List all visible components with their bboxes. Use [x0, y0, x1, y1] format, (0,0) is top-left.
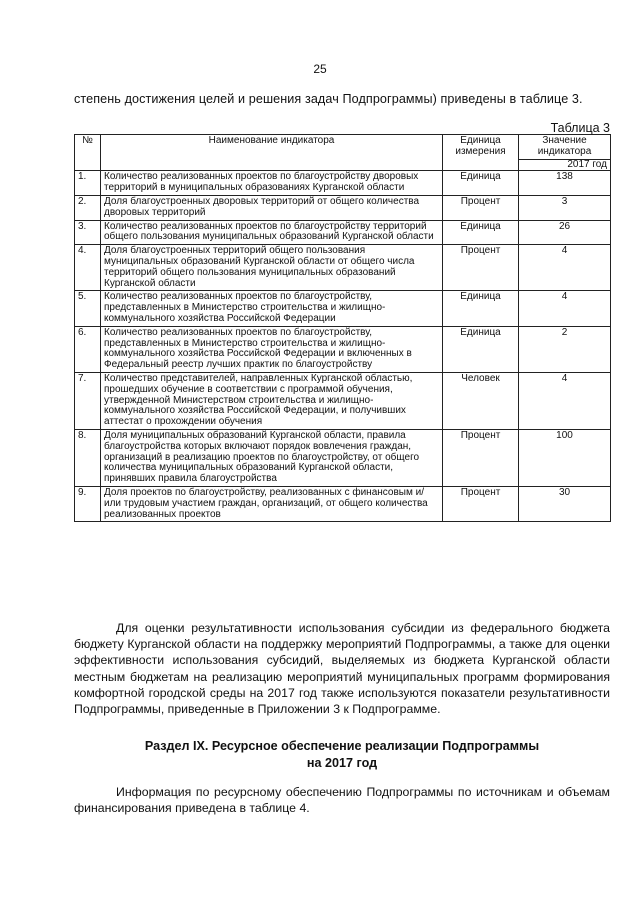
cell-num: 9.	[75, 486, 101, 521]
table-row	[75, 486, 611, 521]
paragraph-evaluation	[74, 620, 610, 717]
section-heading-line2: на 2017 год	[306, 755, 378, 770]
cell-unit: Процент	[443, 486, 519, 521]
cell-unit: Единица	[443, 171, 519, 196]
table-row	[75, 291, 611, 326]
cell-unit: Единица	[443, 291, 519, 326]
cell-num: 2.	[75, 195, 101, 220]
table-row	[75, 372, 611, 429]
cell-value: 4	[519, 291, 611, 326]
cell-value: 138	[519, 171, 611, 196]
table-row	[75, 245, 611, 291]
cell-num: 8.	[75, 429, 101, 486]
header-name: Наименование индикатора	[101, 135, 443, 171]
header-value: Значение индикатора	[519, 135, 611, 160]
cell-value: 30	[519, 486, 611, 521]
paragraph-evaluation-text: Для оценки результативности использования субсидии из федерального бюджета бюджету Курганской области на поддержку мероприятий Подпрограммы, а также для оценки эффективности использования субсидий, выделяемых из бюджета Курганской области местным бюджетам на реализацию мероприятий муниципальных программ формирования комфортной городской среды на 2017 год также используются показатели результативности Подпрограммы, приведенные в Приложении 3 к Подпрограмме.	[74, 621, 610, 717]
table-row	[75, 195, 611, 220]
cell-num: 7.	[75, 372, 101, 429]
section-heading	[74, 738, 610, 771]
intro-line: степень достижения целей и решения задач Подпрограммы) приведены в таблице 3.	[74, 92, 583, 106]
table-caption: Таблица 3	[550, 121, 610, 135]
cell-num: 3.	[75, 220, 101, 245]
cell-name: Доля муниципальных образований Курганской области, правила благоустройства которых включают порядок вовлечения граждан, организаций в реализацию проектов по благоустройству, от общего количества муниципальных образований Курганской области, принявших правила благоустройства	[101, 429, 443, 486]
cell-unit: Процент	[443, 195, 519, 220]
paragraph-resources	[74, 784, 610, 816]
header-unit: Единица измерения	[443, 135, 519, 171]
cell-value: 4	[519, 245, 611, 291]
table-row	[75, 220, 611, 245]
cell-unit: Единица	[443, 220, 519, 245]
cell-name: Количество реализованных проектов по благоустройству дворовых территорий в муниципальных образованиях Курганской области	[101, 171, 443, 196]
indicators-table	[74, 134, 611, 522]
cell-num: 1.	[75, 171, 101, 196]
cell-name: Количество реализованных проектов по благоустройству территорий общего пользования муниципальных образований Курганской области	[101, 220, 443, 245]
cell-num: 5.	[75, 291, 101, 326]
cell-unit: Процент	[443, 429, 519, 486]
cell-value: 4	[519, 372, 611, 429]
cell-name: Доля благоустроенных территорий общего пользования муниципальных образований Курганской области от общего числа территорий общего пользования муниципальных образований Курганской области	[101, 245, 443, 291]
cell-name: Количество реализованных проектов по благоустройству, представленных в Министерство строительства и жилищно-коммунального хозяйства Российской Федерации	[101, 291, 443, 326]
cell-unit: Человек	[443, 372, 519, 429]
header-year: 2017 год	[519, 159, 611, 171]
cell-num: 4.	[75, 245, 101, 291]
table-row	[75, 171, 611, 196]
cell-name: Количество представителей, направленных Курганской областью, прошедших обучение в соответствии с программой обучения, утвержденной Министерством строительства и жилищно-коммунального хозяйства Российской Федерации, и получивших аттестат о прохождении обучения	[101, 372, 443, 429]
table-header-row	[75, 135, 611, 160]
cell-unit: Процент	[443, 245, 519, 291]
cell-value: 3	[519, 195, 611, 220]
page-number: 25	[313, 62, 327, 76]
cell-name: Доля благоустроенных дворовых территорий от общего количества дворовых территорий	[101, 195, 443, 220]
cell-value: 26	[519, 220, 611, 245]
cell-value: 2	[519, 326, 611, 372]
paragraph-resources-text: Информация по ресурсному обеспечению Подпрограммы по источникам и объемам финансирования приведена в таблице 4.	[74, 785, 610, 816]
table-row	[75, 429, 611, 486]
cell-unit: Единица	[443, 326, 519, 372]
section-heading-line1: Раздел IX. Ресурсное обеспечение реализации Подпрограммы	[144, 739, 540, 753]
cell-name: Количество реализованных проектов по благоустройству, представленных в Министерство строительства и жилищно-коммунального хозяйства Российской Федерации и включенных в Федеральный реестр лучших практик по благоустройству	[101, 326, 443, 372]
cell-name: Доля проектов по благоустройству, реализованных с финансовым и/или трудовым участием граждан, организаций, от общего количества реализованных проектов	[101, 486, 443, 521]
cell-num: 6.	[75, 326, 101, 372]
cell-value: 100	[519, 429, 611, 486]
header-num: №	[75, 135, 101, 171]
table-row	[75, 326, 611, 372]
